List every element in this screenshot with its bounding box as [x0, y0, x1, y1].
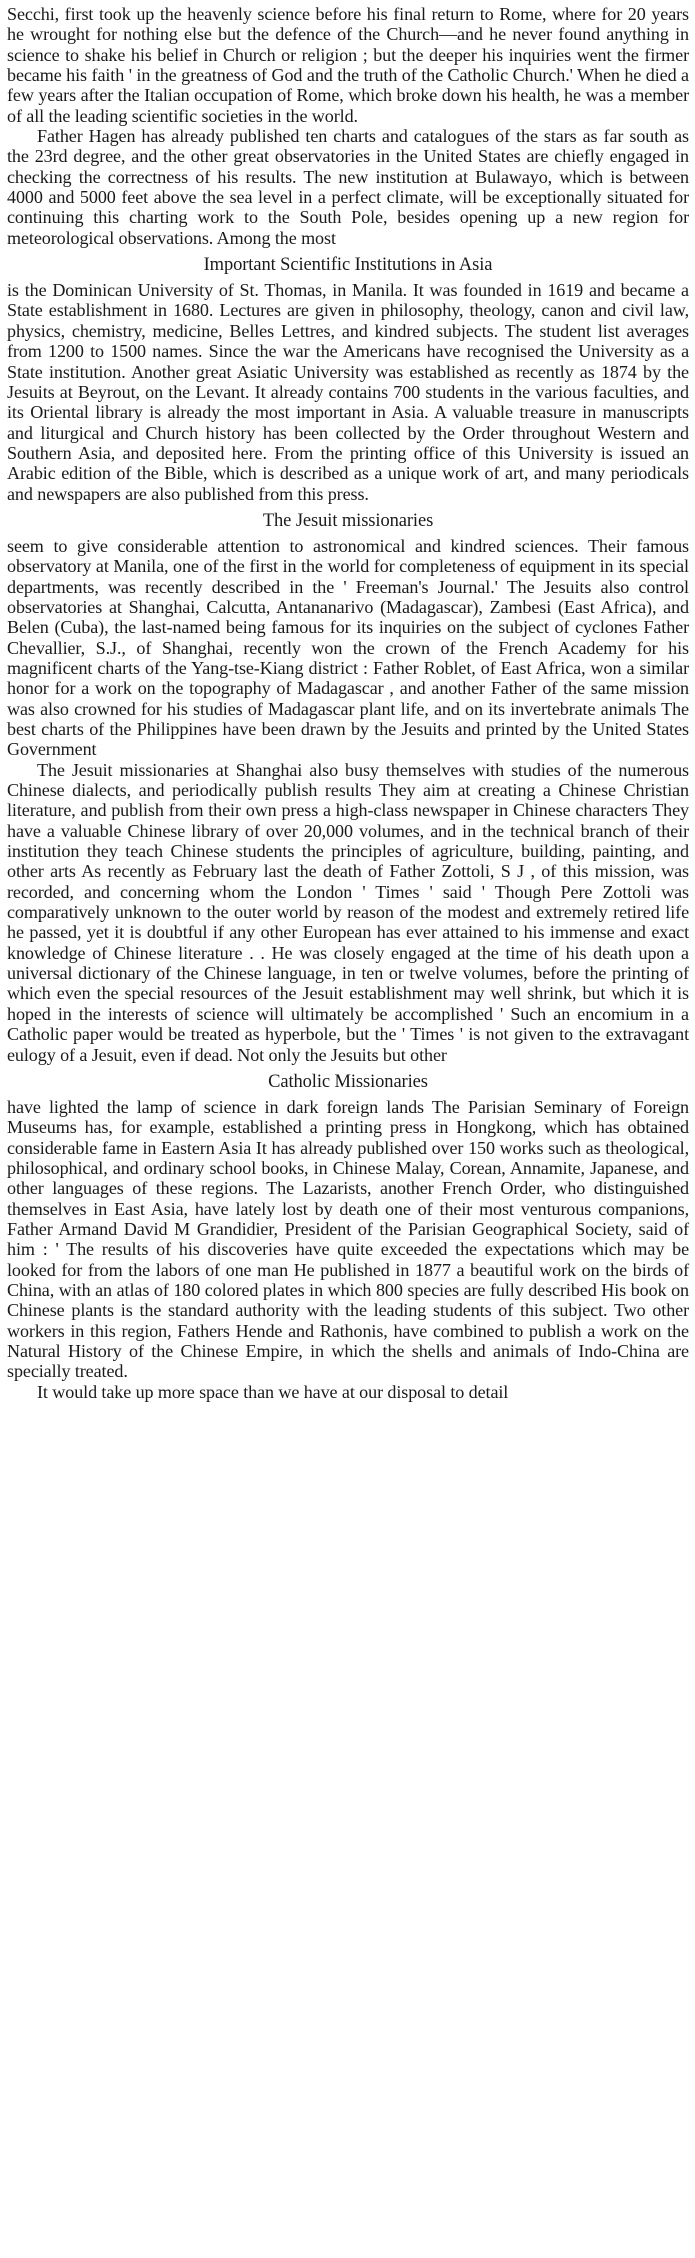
paragraph: It would take up more space than we have at our disposal to detail: [37, 1381, 509, 1402]
paragraph: Father Hagen has already published ten charts and catalogues of the stars as far south as the 23rd degree, and the other great observatories in the United States are chiefly engaged in checking the correctness of his results. The new institution at Bulawayo, which is between 4000 and 5000 feet above the sea level in a perfect climate, will be exceptionally situated for continuing this charting work to the South Pole, besides opening up a new region for meteorological observations. Among the most: [7, 126, 689, 248]
section-heading: Important Scientific Institutions in Asia: [203, 255, 493, 276]
paragraph: Secchi, first took up the heavenly science before his final return to Rome, where for 20 years he wrought for nothing else but the defence of the Church—and he never found anything in science to shake his belief in Church or religion ; but the deeper his inquiries went the firmer became his faith ' in the greatness of God and the truth of the Catholic Church.' When he died a few years after the Italian occupation of Rome, which broke down his health, he was a member of all the leading scientific societies in the world.: [7, 4, 689, 126]
article-section: [7, 510, 689, 1065]
paragraph: is the Dominican University of St. Thomas, in Manila. It was founded in 1619 and became a State establishment in 1680. Lectures are given in philosophy, theology, canon and civil law, physics, chemistry, medicine, Belles Lettres, and kindred subjects. The student list averages from 1200 to 1500 names. Since the war the Americans have recognised the University as a State institution. Another great Asiatic University was established as recently as 1874 by the Jesuits at Beyrout, on the Levant. It already contains 700 students in the various faculties, and its Oriental library is already the most important in Asia. A valuable treasure in manuscripts and liturgical and Church history has been collected by the Order throughout Western and Southern Asia, and deposited here. From the printing office of this University is issued an Arabic edition of the Bible, which is described as a unique work of art, and many periodicals and newspapers are also published from this press.: [7, 280, 689, 504]
paragraph: The Jesuit missionaries at Shanghai also busy themselves with studies of the numerous Chinese dialects, and periodically publish results They aim at creating a Chinese Christian literature, and publish from their own press a high-class newspaper in Chinese characters They have a valuable Chinese library of over 20,000 volumes, and in the technical branch of their institution they teach Chinese students the principles of agriculture, building, painting, and other arts As recently as February last the death of Father Zottoli, S J , of this mission, was recorded, and concerning whom the London ' Times ' said ' Though Pere Zottoli was comparatively unknown to the outer world by reason of the modest and extremely retired life he passed, yet it is doubtful if any other European has ever attained to his immense and exact knowledge of Chinese literature . . He was closely engaged at the time of his death upon a universal dictionary of the Chinese language, in ten or twelve volumes, before the printing of which even the special resources of the Jesuit establishment may well shrink, but which it is hoped in the interests of science will ultimately be accomplished ' Such an encomium in a Catholic paper would be treated as hyperbole, but the ' Times ' is not given to the extravagant eulogy of a Jesuit, even if dead. Not only the Jesuits but other: [7, 759, 689, 1065]
paragraph: seem to give considerable attention to astronomical and kindred sciences. Their famous observatory at Manila, one of the first in the world for completeness of equipment in its special departments, was recently described in the ' Freeman's Journal.' The Jesuits also control observatories at Shanghai, Calcutta, Antananarivo (Madagascar), Zambesi (East Africa), and Belen (Cuba), the last-named being famous for its inquiries on the subject of cyclones Father Chevallier, S.J., of Shanghai, recently won the crown of the French Academy for his magnificent charts of the Yang-tse-Kiang district : Father Roblet, of East Africa, won a similar honor for a work on the topography of Madagascar , and another Father of the same mission was also crowned for his studies of Madagascar plant life, and on its invertebrate animals The best charts of the Philippines have been drawn by the Jesuits and printed by the United States Government: [7, 535, 689, 760]
section-heading: The Jesuit missionaries: [262, 510, 434, 531]
article-section: [7, 254, 689, 504]
paragraph: have lighted the lamp of science in dark foreign lands The Parisian Seminary of Foreign Museums has, for example, established a printing press in Hongkong, which has obtained considerable fame in Eastern Asia It has already published over 150 works such as theological, philosophical, and ordinary school books, in Chinese Malay, Corean, Annamite, Japanese, and other languages of these regions. The Lazarists, another French Order, who distinguished themselves in East Asia, have lately lost by death one of their most venturous companions, Father Armand David M Grandidier, President of the Parisian Geographical Society, said of him : ' The results of his discoveries have quite exceeded the expectations which may be looked for from the labors of one man He published in 1877 a beautiful work on the birds of China, with an atlas of 180 colored plates in which 800 species are fully described His book on Chinese plants is the standard authority with the leading students of this subject. Two other workers in this region, Fathers Hende and Rathonis, have combined to publish a work on the Natural History of the Chinese Empire, in which the shells and animals of Indo-China are specially treated.: [7, 1096, 689, 1382]
article-section: [7, 1071, 689, 1402]
article-section: [7, 4, 689, 248]
section-heading: Catholic Missionaries: [268, 1071, 428, 1092]
